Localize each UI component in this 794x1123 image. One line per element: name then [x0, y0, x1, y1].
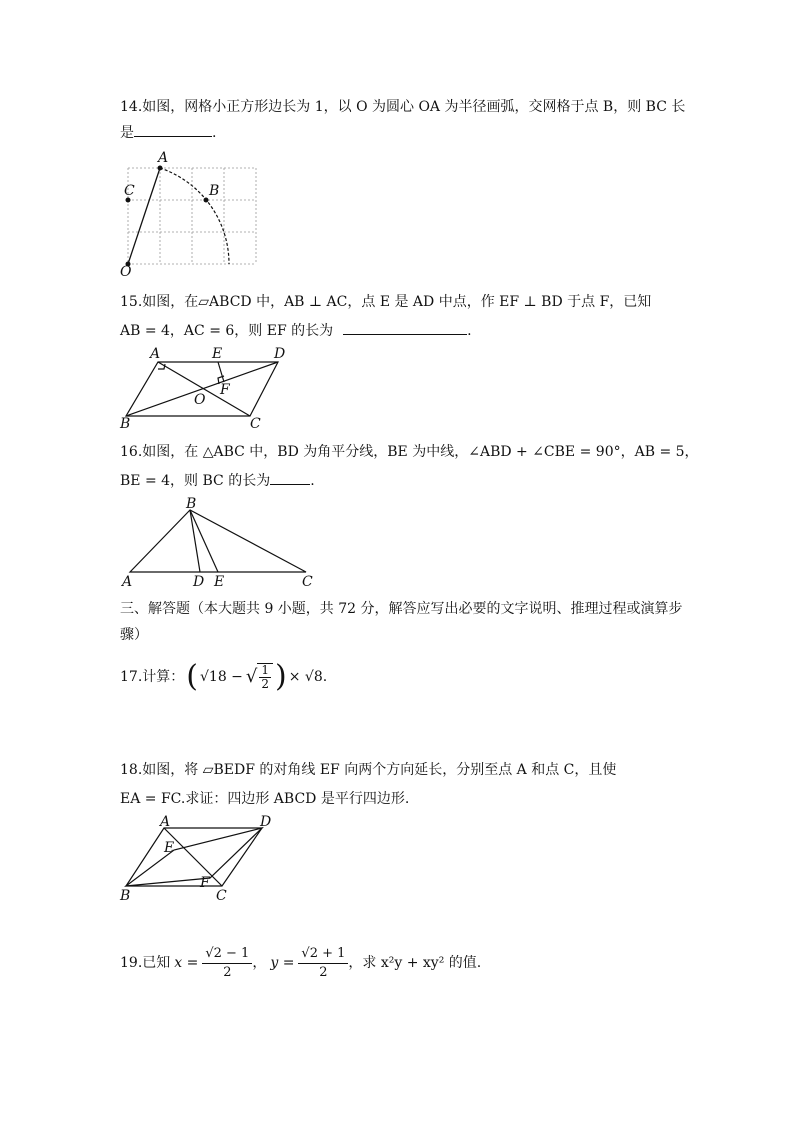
q18-label-f: F: [200, 875, 210, 891]
q18-label-e: E: [164, 840, 175, 856]
q16-bisector-bd: [190, 510, 200, 572]
q16-answer-blank[interactable]: [270, 468, 310, 485]
q16-text-line1: 16.如图，在 △ABC 中，BD 为角平分线，BE 为中线，∠ABD + ∠CBE = 90°，AB = 5，: [120, 444, 699, 460]
q15-segment-ef: [218, 362, 224, 382]
q19-prefix: 19.已知: [120, 955, 171, 971]
q18-label-b: B: [120, 888, 131, 904]
q15-figure: [118, 346, 298, 432]
q14-label-c: C: [124, 183, 135, 199]
q17-sqrt-frac: √ $\frac{1}{2}$: [246, 663, 273, 691]
q19-x-var: x =: [174, 955, 199, 971]
section3-heading-line1: 三、解答题（本大题共 9 小题，共 72 分，解答应写出必要的文字说明、推理过程或演算步: [120, 601, 683, 617]
q14-period: .: [212, 125, 217, 141]
section3-heading-line2: 骤）: [120, 627, 148, 643]
q17-paren-right: ): [275, 659, 287, 694]
q17-expression: [120, 659, 328, 694]
q19-x-fraction: [202, 945, 252, 982]
q17-term-a: √18 −: [199, 669, 243, 685]
q19-y-num: √2 + 1: [298, 945, 348, 964]
q18-label-a: A: [160, 814, 171, 830]
q16-label-a: A: [122, 574, 133, 590]
q16-label-e: E: [214, 574, 225, 590]
q16-median-be: [190, 510, 218, 572]
q17-frac-num: 1: [261, 663, 270, 677]
q15-line2-prefix: AB = 4，AC = 6，则 EF 的长为: [120, 323, 334, 339]
q16-line2-prefix: BE = 4，则 BC 的长为: [120, 473, 271, 489]
q14-line2-prefix: 是: [120, 125, 134, 141]
q14-point-b: [204, 198, 209, 203]
q19-x-num: √2 − 1: [202, 945, 252, 964]
q16-label-d: D: [193, 574, 205, 590]
q16-label-b: B: [186, 496, 197, 512]
q15-text-line2: [120, 318, 472, 344]
q15-label-a: A: [150, 346, 161, 362]
q18-text-line2: EA = FC.求证：四边形 ABCD 是平行四边形.: [120, 791, 410, 807]
q18-label-c: C: [216, 888, 227, 904]
q14-label-b: B: [209, 183, 220, 199]
q19-y-den: 2: [319, 964, 328, 980]
q14-figure: [118, 150, 268, 280]
q15-label-e: E: [212, 346, 223, 362]
q19-suffix: ，求 x²y + xy² 的值.: [348, 955, 482, 971]
q14-answer-blank[interactable]: [134, 120, 212, 137]
q19-x-den: 2: [223, 964, 232, 980]
q15-label-c: C: [250, 416, 261, 432]
q17-paren-left: (: [186, 659, 198, 694]
q15-text-line1: 15.如图，在▱ABCD 中，AB ⊥ AC，点 E 是 AD 中点，作 EF ⊥ BD 于点 F，已知: [120, 294, 652, 310]
q18-label-d: D: [260, 814, 272, 830]
q18-diagonal-ac: [164, 828, 222, 886]
q19-y-fraction: [298, 945, 348, 982]
q18-quad-abcd: [126, 828, 262, 886]
q16-figure: [118, 496, 328, 592]
q17-prefix: 17.计算：: [120, 669, 185, 685]
q17-times-term: × √8: [288, 669, 323, 685]
q17-frac-den: 2: [261, 677, 270, 691]
q14-grid: [128, 168, 256, 264]
q18-text-line1: 18.如图，将 ▱BEDF 的对角线 EF 向两个方向延长，分别至点 A 和点 C，且使: [120, 762, 617, 778]
q15-label-o: O: [194, 392, 206, 408]
q18-figure: [118, 814, 288, 906]
q14-label-a: A: [158, 150, 169, 166]
q14-point-a: [158, 166, 163, 171]
q19-y-var: y =: [270, 955, 295, 971]
q16-text-line2: [120, 468, 315, 494]
q14-text-line1: 14.如图，网格小正方形边长为 1，以 O 为圆心 OA 为半径画弧，交网格于点 B，则 BC 长: [120, 99, 686, 115]
q16-period: .: [310, 473, 315, 489]
q15-label-d: D: [274, 346, 286, 362]
q16-triangle: [130, 510, 306, 572]
q14-text-line2: [120, 120, 216, 146]
q15-answer-blank[interactable]: [343, 318, 467, 335]
q14-label-o: O: [120, 264, 132, 280]
q15-label-b: B: [120, 416, 131, 432]
q16-label-c: C: [302, 574, 313, 590]
q19-expression: [120, 942, 481, 984]
q19-comma: ，: [252, 955, 267, 971]
q15-period: .: [467, 323, 472, 339]
q17-period: .: [322, 669, 328, 685]
q15-label-f: F: [220, 382, 230, 398]
